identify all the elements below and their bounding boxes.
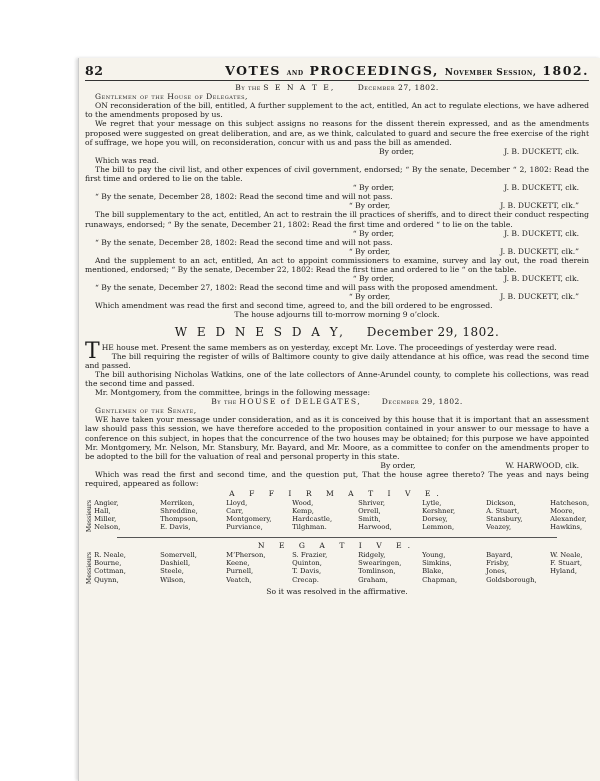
member-name: Miller, — [94, 515, 117, 524]
member-name: Alexander, — [550, 515, 587, 524]
member-name: W. Neale, — [550, 551, 583, 560]
member-name: Chapman, — [422, 575, 458, 584]
paragraph: “ By the senate, December 28, 1802: Read the second time and will not pass. — [95, 237, 393, 247]
member-name: Jones, — [486, 567, 507, 576]
messieurs-label: Messieurs — [86, 500, 93, 533]
member-name: Lemmon, — [422, 523, 455, 532]
member-name: Dorsey, — [422, 515, 448, 524]
running-title: VOTES and PROCEEDINGS, November Session, 1802. — [225, 63, 589, 78]
member-name: Veatch, — [226, 575, 252, 584]
signature-line: “ By order, J. B. DUCKETT, clk.” — [348, 292, 579, 302]
member-name: Lytle, — [422, 499, 442, 508]
signature-line: “ By order, J. B. DUCKETT, clk. — [352, 274, 579, 284]
member-name: Tilghman. — [292, 523, 327, 532]
member-name: Simkins, — [422, 559, 452, 568]
paragraph: ON reconsideration of the bill, entitled, A further supplement to the act, entitled, An act to regulate elections, we have adhered to the amendments proposed by us. — [85, 101, 589, 120]
member-name: Wood, — [292, 499, 314, 508]
member-name: Hall, — [94, 507, 111, 516]
member-name: S. Frazier, — [292, 551, 328, 560]
member-name: Kershner, — [422, 507, 456, 516]
paragraph: “ By the senate, December 28, 1802: Read the second time and will not pass. — [95, 192, 393, 202]
document-page — [78, 58, 600, 781]
conclusion: So it was resolved in the affirmative. — [266, 586, 408, 596]
member-name: Hyland, — [550, 567, 577, 576]
addressee-delegates: Gentlemen of the House of Delegates, — [95, 92, 248, 102]
member-name: Smith, — [358, 515, 381, 524]
member-name: Purviance, — [226, 523, 263, 532]
paragraph: Mr. Montgomery, from the committee, brings in the following message: — [95, 388, 371, 398]
paragraph: The bill requiring the register of wills of Baltimore county to give daily attendance at his office, was read the second time and passed. — [85, 351, 589, 370]
page-content — [85, 63, 590, 596]
house-heading: By the HOUSE of DELEGATES, December 29, 1802. — [211, 397, 463, 407]
member-name: T. Davis, — [292, 567, 322, 576]
addressee-senate: Gentlemen of the Senate, — [95, 406, 197, 416]
negative-votes — [85, 552, 589, 584]
paragraph: The bill supplementary to the act, entitled, An act to restrain the ill practices of sheriffs, and to direct their conduct respecting runaways, endorsed; “ By the senate, December 21, 1802: Read the first time and ordered “ to lie on the table. — [85, 210, 589, 229]
member-name: Frisby, — [486, 559, 510, 568]
member-name: Montgomery, — [226, 515, 272, 524]
member-name: Shreddine, — [160, 507, 198, 516]
member-name: Steele, — [160, 567, 184, 576]
messieurs-label: Messieurs — [86, 552, 93, 585]
drop-cap: T — [85, 338, 100, 364]
paragraph: We regret that your message on this subject assigns no reasons for the dissent therein expressed, and as the amendments proposed were suggested on great deliberation, and are, as we think, calculated to guard and secure the free exercise of the right of suffrage, we hope you will, on reconsideration, concur with us and pass the bill as amended. — [85, 119, 589, 147]
member-name: M‘Pherson, — [226, 551, 266, 560]
adjournment: The house adjourns till to-morrow morning 9 o’clock. — [234, 310, 440, 320]
page-header — [85, 63, 589, 81]
member-name: R. Neale, — [94, 551, 126, 560]
member-name: Purnell, — [226, 567, 254, 576]
member-name: Swearingen, — [358, 559, 402, 568]
member-name: Dashiell, — [160, 559, 191, 568]
signature-line: “ By order, J. B. DUCKETT, clk.” — [348, 246, 579, 256]
signature-line: By order, W. HARWOOD, clk. — [380, 460, 579, 470]
senate-heading: By the S E N A T E, December 27, 1802. — [235, 83, 439, 93]
paragraph: WE have taken your message under consideration, and as it is conceived by this house that it is important that an assessment law should pass this session, we have therefore acceded to the proposition contained in your answer to our message to have a conference on this subject, in hopes that the concurrence of the two houses may be obtained; for this purpose we have appointed Mr. Montgomery, Mr. Nelson, Mr. Stansbury, Mr. Bayard, and Mr. Moore, as a committee to confer on the amendments proper to be adopted to the bill for the valuation of real and personal property in this state. — [85, 415, 589, 461]
affirmative-votes — [85, 500, 589, 532]
member-name: Hardcastle, — [292, 515, 333, 524]
member-name: E. Davis, — [160, 523, 191, 532]
affirmative-title: A F F I R M A T I V E. — [229, 489, 445, 499]
negative-grid — [94, 552, 600, 584]
day-heading: W E D N E S D A Y, December 29, 1802. — [174, 324, 500, 339]
member-name: Goldsborough, — [486, 575, 537, 584]
member-name: Crecap. — [292, 575, 319, 584]
page-number: 82 — [85, 63, 104, 78]
signature-line: “ By order, J. B. DUCKETT, clk. — [352, 183, 579, 193]
member-name: Nelson, — [94, 523, 121, 532]
signature-line: “ By order, J. B. DUCKETT, clk. — [352, 228, 579, 238]
member-name: Wilson, — [160, 575, 186, 584]
member-name: Blake, — [422, 567, 444, 576]
member-name: Moore, — [550, 507, 575, 516]
negative-title: N E G A T I V E. — [257, 541, 417, 551]
member-name: Kemp, — [292, 507, 314, 516]
member-name: Quinton, — [292, 559, 322, 568]
member-name: Graham, — [358, 575, 388, 584]
affirmative-grid — [94, 500, 600, 532]
paragraph: The bill authorising Nicholas Watkins, one of the late collectors of Anne-Arundel county, to complete his collections, was read the second time and passed. — [85, 369, 589, 388]
member-name: Merriken, — [160, 499, 195, 508]
member-name: Dickson, — [486, 499, 516, 508]
member-name: Stansbury, — [486, 515, 523, 524]
member-name: A. Stuart, — [486, 507, 520, 516]
member-name: Bayard, — [486, 551, 513, 560]
member-name: Tomlinson, — [358, 567, 396, 576]
paragraph: And the supplement to an act, entitled, An act to appoint commissioners to examine, survey and lay out, the road therein mentioned, endorsed; “ By the senate, December 22, 1802: Read the first time and ordered to lie “ on the table. — [85, 255, 589, 274]
divider — [117, 537, 557, 538]
member-name: Orrell, — [358, 507, 381, 516]
member-name: Shriver, — [358, 499, 386, 508]
member-name: Carr, — [226, 507, 244, 516]
member-name: Hatcheson, — [550, 499, 590, 508]
member-name: Lloyd, — [226, 499, 248, 508]
member-name: Quynn, — [94, 575, 119, 584]
member-name: Cottman, — [94, 567, 126, 576]
signature-line: By order, J. B. DUCKETT, clk. — [379, 146, 579, 156]
member-name: Young, — [422, 551, 446, 560]
paragraph: The bill to pay the civil list, and other expences of civil government, endorsed; “ By the senate, December “ 2, 1802: Read the first time and ordered to lie on the table. — [85, 164, 589, 184]
member-name: Hawkins, — [550, 523, 583, 532]
member-name: Ridgely, — [358, 551, 386, 560]
member-name: Bourne, — [94, 559, 122, 568]
signature-line: “ By order, J. B. DUCKETT, clk.” — [348, 201, 579, 211]
member-name: Veazey, — [486, 523, 512, 532]
paragraph: “ By the senate, December 27, 1802: Read the second time and will pass with the proposed amendment. — [95, 283, 498, 293]
paragraph: Which was read. — [95, 155, 159, 165]
member-name: Angier, — [94, 499, 119, 508]
member-name: Keene, — [226, 559, 250, 568]
member-name: Harwood, — [358, 523, 392, 532]
member-name: Thompson, — [160, 515, 199, 524]
paragraph: Which was read the first and second time, and the question put, That the house agree thereto? The yeas and nays being required, appeared as follow: — [85, 469, 589, 489]
member-name: F. Stuart, — [550, 559, 583, 568]
member-name: Somervell, — [160, 551, 197, 560]
paragraph: Which amendment was read the first and second time, agreed to, and the bill ordered to be engrossed. — [95, 301, 493, 311]
paragraph: THE house met. Present the same members as on yesterday, except Mr. Love. The proceedings of yesterday were read. — [85, 338, 557, 364]
